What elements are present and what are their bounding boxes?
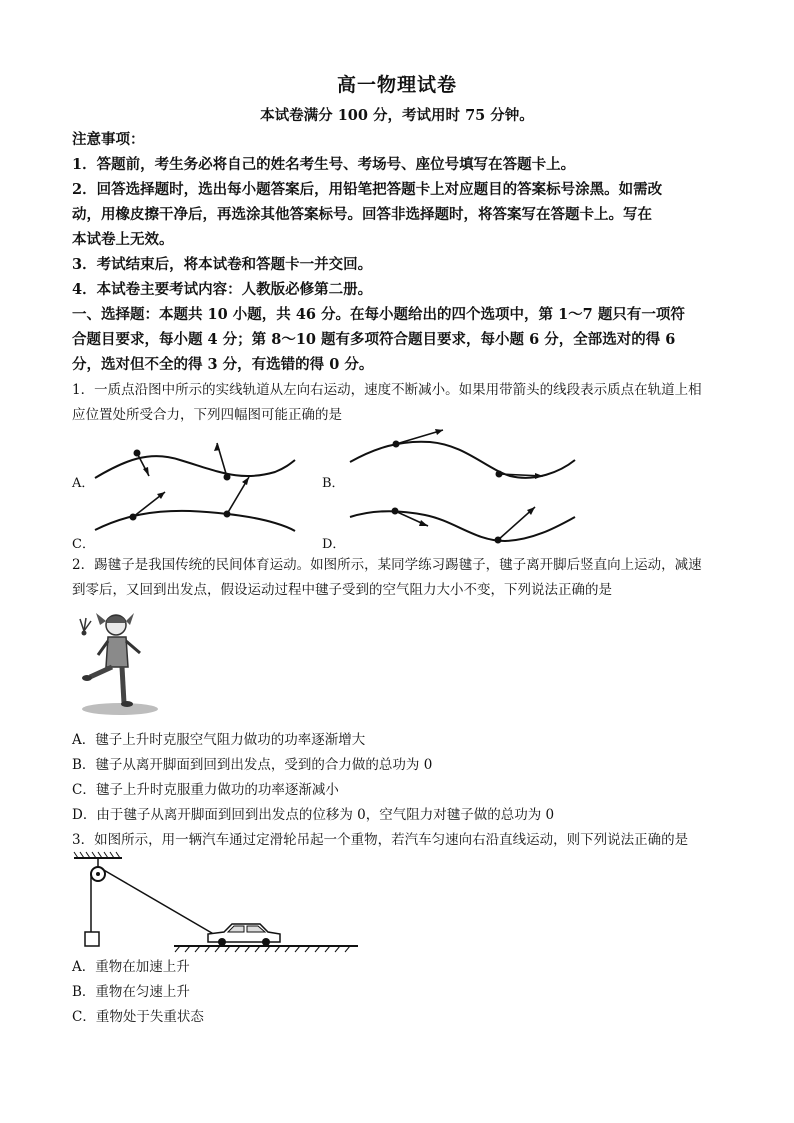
q1-option-b-figure bbox=[345, 420, 580, 490]
page-subtitle: 本试卷满分 100 分，考试用时 75 分钟。 bbox=[260, 107, 534, 124]
q1-option-d-label: D． bbox=[322, 537, 346, 552]
section-heading-line: 分，选对但不全的得 3 分，有选错的得 0 分。 bbox=[72, 356, 374, 373]
question-3-stem: 3．如图所示，用一辆汽车通过定滑轮吊起一个重物，若汽车匀速向右沿直线运动，则下列说法正确的是 bbox=[72, 832, 689, 848]
question-1-stem: 应位置处所受合力，下列四幅图可能正确的是 bbox=[72, 407, 342, 423]
q1-option-c-figure bbox=[90, 485, 300, 545]
question-2-option-d: D．由于毽子从离开脚面到回到出发点的位移为 0，空气阻力对毽子做的总功为 0 bbox=[72, 807, 555, 823]
notes-item: 4．本试卷主要考试内容：人教版必修第二册。 bbox=[72, 281, 373, 298]
question-3-option-b: B．重物在匀速上升 bbox=[72, 984, 190, 1000]
question-2-option-a: A．毽子上升时克服空气阻力做功的功率逐渐增大 bbox=[72, 732, 366, 748]
notes-item: 2．回答选择题时，选出每小题答案后，用铅笔把答题卡上对应题目的答案标号涂黑。如需改 bbox=[72, 181, 663, 198]
notes-item: 1．答题前，考生务必将自己的姓名考生号、考场号、座位号填写在答题卡上。 bbox=[72, 156, 576, 173]
page-title: 高一物理试卷 bbox=[336, 74, 457, 96]
question-2-option-b: B．毽子从离开脚面到回到出发点，受到的合力做的总功为 0 bbox=[72, 757, 433, 773]
question-2-option-c: C．毽子上升时克服重力做功的功率逐渐减小 bbox=[72, 782, 339, 798]
q1-option-a-label: A． bbox=[72, 476, 95, 491]
question-3-option-a: A．重物在加速上升 bbox=[72, 959, 190, 975]
question-3-option-c: C．重物处于失重状态 bbox=[72, 1009, 204, 1025]
question-2-stem: 到零后，又回到出发点，假设运动过程中毽子受到的空气阻力大小不变，下列说法正确的是 bbox=[72, 582, 612, 598]
notes-item: 本试卷上无效。 bbox=[72, 231, 174, 248]
q1-option-c-label: C． bbox=[72, 537, 95, 552]
q1-option-a-figure bbox=[90, 420, 300, 490]
notes-item: 3．考试结束后，将本试卷和答题卡一并交回。 bbox=[72, 256, 373, 273]
notes-heading: 注意事项： bbox=[72, 131, 145, 148]
q1-option-d-figure bbox=[345, 485, 580, 545]
q1-option-b-label: B． bbox=[322, 476, 345, 491]
q3-pulley-car-figure bbox=[72, 852, 362, 952]
question-1-stem: 1．一质点沿图中所示的实线轨道从左向右运动，速度不断减小。如果用带箭头的线段表示质点在轨道上相 bbox=[72, 382, 702, 398]
section-heading-line: 一、选择题：本题共 10 小题，共 46 分。在每小题给出的四个选项中，第 1～7 题只有一项符 bbox=[72, 306, 685, 323]
section-heading-line: 合题目要求，每小题 4 分；第 8～10 题有多项符合题目要求，每小题 6 分，全部选对的得 6 bbox=[72, 331, 676, 348]
question-2-stem: 2．踢毽子是我国传统的民间体育运动。如图所示，某同学练习踢毽子，毽子离开脚后竖直向上运动，减速 bbox=[72, 557, 702, 573]
q2-girl-kicking-shuttlecock-figure bbox=[72, 605, 162, 720]
notes-item: 动，用橡皮擦干净后，再选涂其他答案标号。回答非选择题时，将答案写在答题卡上。写在 bbox=[72, 206, 652, 223]
